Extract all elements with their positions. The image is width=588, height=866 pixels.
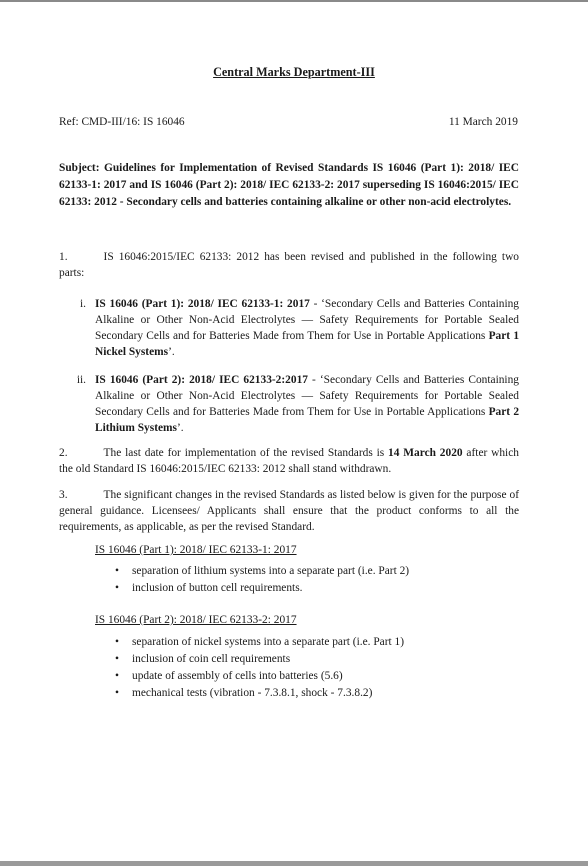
list-item (115, 580, 409, 597)
part-reference: IS 16046 (Part 1): 2018/ IEC 62133-1: 2017 (95, 298, 310, 310)
paragraph-text: IS 16046:2015/IEC 62133: 2012 has been revised and published in the following two parts: (59, 251, 519, 279)
changes-heading-part-1: IS 16046 (Part 1): 2018/ IEC 62133-1: 2017 (95, 544, 297, 556)
subject-line: Subject: Guidelines for Implementation of Revised Standards IS 16046 (Part 1): 2018/ IEC 62133-1: 2017 and IS 16046 (Part 2): 2018/ IEC 62133-2: 2017 superseding IS 16046:2015/ IEC 62133: 2012 - Secondary cells and batteries containing alkaline or other non-acid electrolytes. (59, 162, 519, 208)
list-item-text: inclusion of button cell requirements. (132, 582, 303, 594)
part-title: Part 2 Lithium Systems (95, 406, 520, 434)
paragraph-number: 1. (59, 251, 68, 263)
list-item-text: update of assembly of cells into batteries (5.6) (132, 670, 343, 682)
paragraph-text: after which the old Standard IS 16046:2015/IEC 62133: 2012 shall stand withdrawn. (59, 447, 519, 475)
part-description: - ‘Secondary Cells and Batteries Containing Alkaline or Other Non-Acid Electrolytes — Safety Requirements for Portable Sealed Secondary Cells and for Batteries Made from Them for Use in Portable Applications (95, 374, 519, 418)
deadline-date: 14 March 2020 (388, 447, 463, 459)
changes-list-part-2 (115, 634, 404, 702)
department-title: Central Marks Department-III (213, 65, 375, 79)
list-item-text: separation of nickel systems into a separate part (i.e. Part 1) (132, 636, 405, 648)
paragraph-text: The significant changes in the revised Standards as listed below is given for the purpose of general guidance. Licensees/ Applicants shall ensure that the product conforms to all the requirements, as applicable, as per the revised Standard. (59, 489, 519, 533)
paragraph-2 (59, 445, 519, 477)
paragraph-3 (59, 487, 519, 535)
list-item-text: separation of lithium systems into a separate part (i.e. Part 2) (132, 565, 410, 577)
document-date: 11 March 2019 (448, 116, 518, 128)
part-item-2 (95, 372, 519, 436)
part-numeral: i. (79, 298, 86, 310)
paragraph-1 (59, 249, 519, 281)
list-item-text: mechanical tests (vibration - 7.3.8.1, shock - 7.3.8.2) (132, 687, 373, 699)
list-item (115, 668, 404, 685)
bullet-icon: • (115, 687, 119, 699)
paragraph-text: The last date for implementation of the revised Standards is (103, 447, 389, 459)
part-item-1 (95, 296, 519, 360)
changes-heading-part-2: IS 16046 (Part 2): 2018/ IEC 62133-2: 2017 (95, 614, 297, 626)
bullet-icon: • (115, 565, 119, 577)
bullet-icon: • (115, 582, 119, 594)
bullet-icon: • (115, 636, 119, 648)
list-item (115, 651, 404, 668)
list-item (115, 685, 404, 702)
reference-number: Ref: CMD-III/16: IS 16046 (59, 116, 185, 128)
paragraph-number: 2. (59, 447, 68, 459)
paragraph-number: 3. (59, 489, 68, 501)
bottom-border (0, 861, 588, 866)
bullet-icon: • (115, 653, 119, 665)
part-reference: IS 16046 (Part 2): 2018/ IEC 62133-2:2017 (95, 374, 308, 386)
part-numeral: ii. (76, 374, 86, 386)
part-end: ’. (176, 422, 184, 434)
list-item-text: inclusion of coin cell requirements (132, 653, 291, 665)
part-end: ’. (168, 346, 175, 358)
list-item (115, 563, 409, 580)
list-item (115, 634, 404, 651)
part-description: - ‘Secondary Cells and Batteries Containing Alkaline or Other Non-Acid Electrolytes — Safety Requirements for Portable Sealed Secondary Cells and for Batteries Made from Them for Use in Portable Applications (95, 298, 519, 342)
bullet-icon: • (115, 670, 119, 682)
part-title: Part 1 Nickel Systems (95, 330, 520, 358)
changes-list-part-1 (115, 563, 409, 597)
